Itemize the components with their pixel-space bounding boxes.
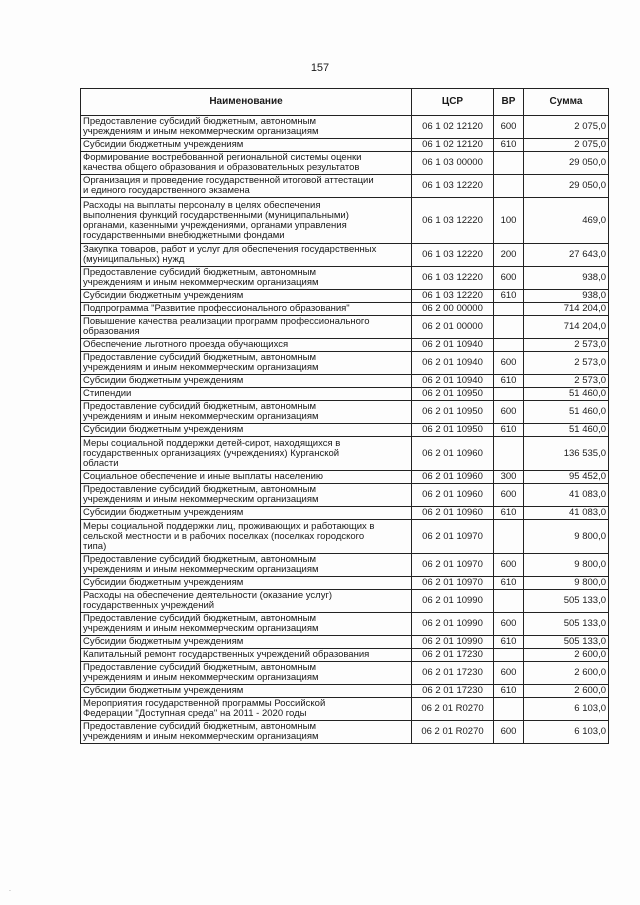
cell-name-line: Меры социальной поддержки детей-сирот, находящихся в: [83, 437, 341, 449]
cell-vr: [494, 152, 524, 175]
cell-csr: 06 1 02 12120: [412, 139, 494, 152]
cell-name: [81, 401, 412, 424]
cell-csr: 06 1 03 12220: [412, 175, 494, 198]
cell-name: [81, 375, 412, 388]
cell-vr: [494, 316, 524, 339]
cell-name-line: Расходы на обеспечение деятельности (оказание услуг): [83, 590, 333, 601]
cell-vr: 610: [494, 636, 524, 649]
table-row: [81, 116, 609, 139]
cell-name-line: и единого государственного экзамена: [83, 185, 250, 196]
cell-name-line: учреждениям и иным некоммерческим организациям: [83, 362, 319, 373]
cell-name-line: Субсидии бюджетным учреждениям: [83, 577, 244, 588]
table-row: [81, 198, 609, 244]
cell-name: [81, 244, 412, 267]
cell-sum: 938,0: [524, 267, 609, 290]
cell-name-line: Предоставление субсидий бюджетным, автономным: [83, 401, 316, 412]
cell-name-line: типа): [83, 540, 107, 552]
cell-sum: 136 535,0: [524, 437, 609, 471]
cell-name-line: учреждениям и иным некоммерческим организациям: [83, 564, 319, 575]
cell-vr: 600: [494, 662, 524, 685]
cell-vr: 200: [494, 244, 524, 267]
cell-sum: 2 573,0: [524, 339, 609, 352]
cell-vr: 610: [494, 375, 524, 388]
cell-vr: [494, 388, 524, 401]
cell-vr: 600: [494, 484, 524, 507]
cell-name: [81, 267, 412, 290]
cell-name-line: Предоставление субсидий бюджетным, автономным: [83, 116, 316, 127]
cell-name-line: Меры социальной поддержки лиц, проживающих и работающих в: [83, 520, 375, 532]
cell-vr: [494, 303, 524, 316]
cell-vr: 600: [494, 554, 524, 577]
cell-sum: 2 075,0: [524, 139, 609, 152]
cell-name-line: Организация и проведение государственной итоговой аттестации: [83, 175, 374, 186]
cell-name-line: Обеспечение льготного проезда обучающихся: [83, 339, 289, 350]
cell-sum: 29 050,0: [524, 152, 609, 175]
cell-vr: 600: [494, 401, 524, 424]
cell-sum: 29 050,0: [524, 175, 609, 198]
cell-csr: 06 2 01 17230: [412, 649, 494, 662]
table-row: [81, 484, 609, 507]
cell-csr: 06 2 01 R0270: [412, 698, 494, 721]
cell-name-line: Субсидии бюджетным учреждениям: [83, 507, 244, 518]
cell-name-line: выполнения функций государственными (муниципальными): [83, 209, 349, 221]
cell-name: [81, 721, 412, 744]
cell-name-line: качества общего образования и образовательных результатов: [83, 162, 360, 173]
cell-name-line: Стипендии: [83, 388, 132, 399]
cell-name-line: Федерации "Доступная среда" на 2011 - 2020 годы: [83, 708, 307, 719]
cell-name: [81, 424, 412, 437]
table-body: [81, 116, 609, 744]
table-row: [81, 520, 609, 554]
cell-vr: [494, 175, 524, 198]
cell-name: [81, 613, 412, 636]
header-vr: ВР: [494, 89, 524, 116]
cell-csr: 06 2 01 10960: [412, 437, 494, 471]
cell-name: [81, 590, 412, 613]
cell-name: [81, 471, 412, 484]
cell-name-line: Субсидии бюджетным учреждениям: [83, 375, 244, 386]
table-row: [81, 554, 609, 577]
cell-sum: 2 573,0: [524, 375, 609, 388]
table-row: [81, 352, 609, 375]
cell-name-line: Формирование востребованной региональной системы оценки: [83, 152, 362, 163]
cell-name-line: государственных учреждений: [83, 600, 215, 611]
cell-name-line: Закупка товаров, работ и услуг для обеспечения государственных: [83, 244, 377, 255]
cell-name-line: Предоставление субсидий бюджетным, автономным: [83, 721, 316, 732]
cell-name: [81, 698, 412, 721]
cell-csr: 06 2 01 10990: [412, 590, 494, 613]
header-name: Наименование: [81, 89, 412, 116]
cell-csr: 06 2 01 10960: [412, 471, 494, 484]
cell-vr: 610: [494, 139, 524, 152]
cell-name: [81, 649, 412, 662]
cell-vr: 610: [494, 507, 524, 520]
table-row: [81, 244, 609, 267]
cell-name: [81, 339, 412, 352]
cell-name-line: учреждениям и иным некоммерческим организациям: [83, 126, 319, 137]
table-header-row: [81, 89, 609, 116]
cell-csr: 06 2 01 10970: [412, 577, 494, 590]
cell-csr: 06 2 01 10940: [412, 375, 494, 388]
cell-sum: 27 643,0: [524, 244, 609, 267]
cell-sum: 714 204,0: [524, 303, 609, 316]
cell-csr: 06 2 01 10940: [412, 352, 494, 375]
cell-name-line: Субсидии бюджетным учреждениям: [83, 636, 244, 647]
table-row: [81, 649, 609, 662]
cell-name: [81, 662, 412, 685]
cell-name-line: государственными внебюджетными фондами: [83, 229, 285, 241]
cell-sum: 714 204,0: [524, 316, 609, 339]
cell-name: [81, 507, 412, 520]
cell-name: [81, 152, 412, 175]
cell-name-line: Капитальный ремонт государственных учреждений образования: [83, 649, 370, 660]
table-row: [81, 339, 609, 352]
cell-name-line: (муниципальных) нужд: [83, 254, 185, 265]
cell-name-line: Социальное обеспечение и иные выплаты населению: [83, 471, 324, 482]
table-row: [81, 613, 609, 636]
cell-name: [81, 636, 412, 649]
cell-vr: 600: [494, 613, 524, 636]
cell-vr: [494, 339, 524, 352]
cell-csr: 06 2 01 10950: [412, 424, 494, 437]
cell-vr: [494, 590, 524, 613]
table-row: [81, 636, 609, 649]
cell-sum: 2 573,0: [524, 352, 609, 375]
cell-name-line: Предоставление субсидий бюджетным, автономным: [83, 662, 316, 673]
page-number: 157: [310, 62, 330, 74]
cell-csr: 06 2 01 10990: [412, 613, 494, 636]
cell-sum: 41 083,0: [524, 507, 609, 520]
cell-csr: 06 2 01 10960: [412, 484, 494, 507]
cell-name: [81, 290, 412, 303]
table-row: [81, 316, 609, 339]
table-row: [81, 267, 609, 290]
cell-sum: 2 600,0: [524, 685, 609, 698]
cell-csr: 06 2 01 17230: [412, 685, 494, 698]
cell-name-line: сельской местности и в рабочих поселках (поселках городского: [83, 530, 365, 542]
cell-csr: 06 1 03 12220: [412, 198, 494, 244]
cell-csr: 06 1 03 00000: [412, 152, 494, 175]
cell-sum: 9 800,0: [524, 554, 609, 577]
cell-vr: [494, 520, 524, 554]
cell-name-line: Расходы на выплаты персоналу в целях обеспечения: [83, 199, 321, 211]
table-row: [81, 437, 609, 471]
table-row: [81, 424, 609, 437]
cell-sum: 469,0: [524, 198, 609, 244]
cell-name: [81, 388, 412, 401]
cell-csr: 06 2 01 10950: [412, 401, 494, 424]
cell-csr: 06 2 01 10960: [412, 507, 494, 520]
cell-vr: 600: [494, 116, 524, 139]
table-row: [81, 290, 609, 303]
table-row: [81, 685, 609, 698]
cell-csr: 06 1 02 12120: [412, 116, 494, 139]
cell-csr: 06 1 03 12220: [412, 267, 494, 290]
cell-sum: 2 075,0: [524, 116, 609, 139]
cell-csr: 06 2 01 10990: [412, 636, 494, 649]
cell-name: [81, 685, 412, 698]
cell-csr: 06 2 01 00000: [412, 316, 494, 339]
table-row: [81, 721, 609, 744]
table-row: [81, 662, 609, 685]
header-csr: ЦСР: [412, 89, 494, 116]
cell-sum: 51 460,0: [524, 401, 609, 424]
cell-name-line: Субсидии бюджетным учреждениям: [83, 139, 244, 150]
cell-name: [81, 520, 412, 554]
cell-name-line: Предоставление субсидий бюджетным, автономным: [83, 352, 316, 363]
cell-csr: 06 1 03 12220: [412, 290, 494, 303]
cell-csr: 06 2 01 10970: [412, 520, 494, 554]
cell-name-line: государственных организациях (учреждениях) Курганской: [83, 447, 340, 459]
table-row: [81, 388, 609, 401]
cell-name: [81, 484, 412, 507]
cell-name: [81, 139, 412, 152]
cell-vr: [494, 437, 524, 471]
table-row: [81, 577, 609, 590]
cell-vr: 600: [494, 352, 524, 375]
cell-csr: 06 2 01 10970: [412, 554, 494, 577]
cell-name: [81, 437, 412, 471]
cell-sum: 505 133,0: [524, 613, 609, 636]
cell-sum: 6 103,0: [524, 698, 609, 721]
cell-sum: 51 460,0: [524, 388, 609, 401]
cell-name-line: Повышение качества реализации программ профессионального: [83, 316, 370, 327]
cell-name: [81, 175, 412, 198]
cell-sum: 505 133,0: [524, 590, 609, 613]
table-row: [81, 698, 609, 721]
cell-name-line: Предоставление субсидий бюджетным, автономным: [83, 613, 316, 624]
cell-vr: 610: [494, 577, 524, 590]
cell-name: [81, 198, 412, 244]
cell-name-line: учреждениям и иным некоммерческим организациям: [83, 731, 319, 742]
cell-csr: 06 2 01 17230: [412, 662, 494, 685]
cell-csr: 06 2 00 00000: [412, 303, 494, 316]
cell-sum: 9 800,0: [524, 520, 609, 554]
table-row: [81, 401, 609, 424]
cell-name-line: Субсидии бюджетным учреждениям: [83, 424, 244, 435]
table-row: [81, 175, 609, 198]
cell-sum: 505 133,0: [524, 636, 609, 649]
cell-sum: 9 800,0: [524, 577, 609, 590]
cell-sum: 938,0: [524, 290, 609, 303]
cell-name-line: Предоставление субсидий бюджетным, автономным: [83, 267, 316, 278]
cell-name-line: Предоставление субсидий бюджетным, автономным: [83, 484, 316, 495]
cell-name-line: учреждениям и иным некоммерческим организациям: [83, 411, 319, 422]
cell-name-line: учреждениям и иным некоммерческим организациям: [83, 672, 319, 683]
cell-vr: [494, 698, 524, 721]
cell-csr: 06 2 01 10940: [412, 339, 494, 352]
cell-name-line: Подпрограмма "Развитие профессионального образования": [83, 303, 350, 314]
cell-csr: 06 2 01 R0270: [412, 721, 494, 744]
cell-csr: 06 1 03 12220: [412, 244, 494, 267]
cell-name-line: Субсидии бюджетным учреждениям: [83, 685, 244, 696]
cell-sum: 95 452,0: [524, 471, 609, 484]
cell-name: [81, 577, 412, 590]
cell-name-line: Субсидии бюджетным учреждениям: [83, 290, 244, 301]
cell-vr: 300: [494, 471, 524, 484]
header-sum: Сумма: [524, 89, 609, 116]
cell-name-line: учреждениям и иным некоммерческим организациям: [83, 494, 319, 505]
cell-name: [81, 303, 412, 316]
table-row: [81, 375, 609, 388]
cell-name-line: области: [83, 457, 119, 469]
cell-vr: 600: [494, 721, 524, 744]
cell-vr: 600: [494, 267, 524, 290]
cell-vr: 610: [494, 290, 524, 303]
cell-name-line: Предоставление субсидий бюджетным, автономным: [83, 554, 316, 565]
cell-vr: 610: [494, 424, 524, 437]
cell-vr: [494, 649, 524, 662]
table-row: [81, 139, 609, 152]
cell-sum: 51 460,0: [524, 424, 609, 437]
cell-name-line: учреждениям и иным некоммерческим организациям: [83, 623, 319, 634]
table-row: [81, 152, 609, 175]
cell-csr: 06 2 01 10950: [412, 388, 494, 401]
cell-name-line: Мероприятия государственной программы Российской: [83, 698, 326, 709]
cell-vr: 100: [494, 198, 524, 244]
table-row: [81, 507, 609, 520]
table-row: [81, 590, 609, 613]
cell-sum: 41 083,0: [524, 484, 609, 507]
table-row: [81, 303, 609, 316]
cell-name: [81, 554, 412, 577]
cell-sum: 6 103,0: [524, 721, 609, 744]
cell-name: [81, 116, 412, 139]
budget-table: [80, 88, 609, 744]
edge-mark: .: [9, 886, 11, 893]
cell-sum: 2 600,0: [524, 649, 609, 662]
cell-sum: 2 600,0: [524, 662, 609, 685]
cell-name-line: образования: [83, 326, 140, 337]
cell-name-line: органами, казенными учреждениями, органами управления: [83, 219, 347, 231]
cell-name: [81, 352, 412, 375]
cell-vr: 610: [494, 685, 524, 698]
cell-name-line: учреждениям и иным некоммерческим организациям: [83, 277, 319, 288]
table-row: [81, 471, 609, 484]
cell-name: [81, 316, 412, 339]
